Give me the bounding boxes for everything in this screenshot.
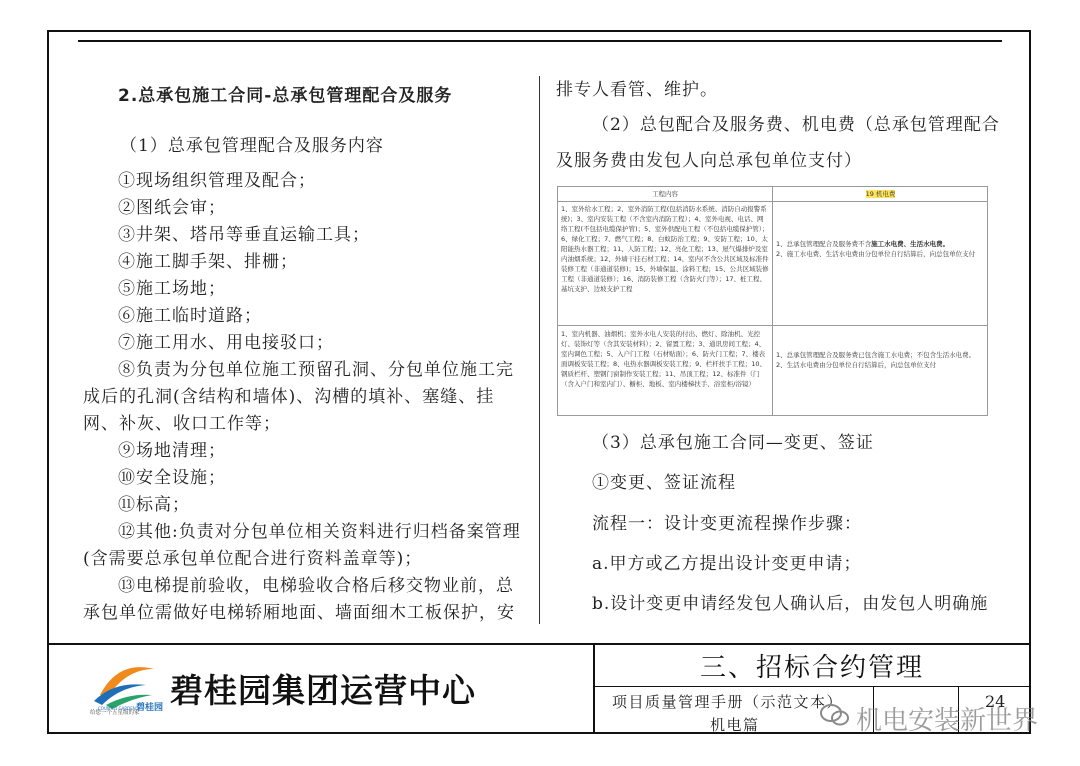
- chapter-title: 三、招标合约管理: [700, 653, 925, 683]
- table-row-divider: [558, 325, 987, 326]
- logo-tagline: 给您一个五星级的家: [90, 710, 140, 716]
- footer-divider: [593, 643, 595, 734]
- section-heading: 2.总承包施工合同-总承包管理配合及服务: [118, 86, 453, 106]
- list-item: ④施工脚手架、排栅；: [118, 252, 298, 272]
- cell-text: 1、总承包管理配合及服务费已包含施工水电费；不包含生活水电费。: [776, 351, 976, 359]
- table-header-fee: [772, 189, 989, 199]
- list-item: ⑤施工场地；: [118, 279, 226, 299]
- continued-text: 排专人看管、维护。: [556, 80, 718, 100]
- table-cell: 1、室内机器、油烟机；室外水电人安装的付出、燃灯、除油机、光控灯、装饰灯等（含其安装材料）；2、留置工程；3、通讯房间工程；4、室内调色工程；5、入户门工程（石材贴面）；6、防火门工程；7、楼表面调板安装工程；8、电热水器调板安装工程；9、栏杆扶手工程；10、钢质栏杆、塑钢门窗制作安装工程；11、吊顶工程；12、标准件（门（含入户门和室内门）、橱柜、地板、室内楼梯扶手、浴室柜/浴镜）: [561, 330, 767, 388]
- step-a: a.甲方或乙方提出设计变更申请；: [592, 554, 862, 574]
- table-cell: [776, 350, 984, 370]
- watermark: 机电安装新世界: [856, 706, 1039, 736]
- fee-table: [557, 186, 988, 416]
- subheading-2: （2）总包配合及服务费、机电费（总承包管理配合: [592, 115, 1000, 135]
- cell-text: 2、生活水电费由分包单位自行结算后，向总包单位支付: [776, 361, 937, 369]
- wechat-icon: [820, 703, 850, 727]
- list-item: ⑫其他:负责对分包单位相关资料进行归档备案管理: [118, 522, 521, 542]
- column-divider: [539, 76, 540, 624]
- table-col-divider: [772, 187, 773, 415]
- table-header-content: 工程内容: [652, 190, 678, 198]
- cell-text: 2、施工水电费、生活水电费由分包单位自行结算后，向总包单位支付: [776, 250, 976, 258]
- flow-1: 流程一：设计变更流程操作步骤：: [592, 514, 862, 534]
- page-number: 24: [985, 692, 1006, 711]
- list-item: ⑩安全设施；: [118, 468, 226, 488]
- fee-header-label: 19 机电费: [865, 190, 896, 198]
- list-item: ⑪标高；: [118, 495, 190, 515]
- subheading-2-cont: 及服务费由发包人向总承包单位支付）: [556, 151, 862, 171]
- subheading-1: （1）总承包管理配合及服务内容: [120, 136, 384, 156]
- footer-rule: [47, 643, 1031, 645]
- list-item: 承包单位需做好电梯轿厢地面、墙面细木工板保护，安: [83, 603, 515, 623]
- list-item: (含需要总承包单位配合进行资料盖章等)；: [83, 549, 423, 569]
- list-item: 网、补灰、收口工作等；: [83, 414, 281, 434]
- header-rule: [78, 40, 1002, 42]
- cell-text-bold: 施工水电费、生活水电费。: [871, 240, 950, 248]
- flow-title: ①变更、签证流程: [592, 473, 736, 493]
- list-item: ①现场组织管理及配合；: [118, 171, 316, 191]
- company-name: 碧桂园集团运营中心: [170, 671, 476, 710]
- list-item: ⑧负责为分包单位施工预留孔洞、分包单位施工完: [118, 360, 514, 380]
- list-item: 成后的孔洞(含结构和墙体)、沟槽的填补、塞缝、挂: [83, 387, 495, 407]
- manual-subtitle: 机电篇: [710, 716, 760, 734]
- list-item: ⑥施工临时道路；: [118, 306, 262, 326]
- subheading-3: （3）总承包施工合同—变更、签证: [592, 433, 874, 453]
- table-cell: [776, 239, 984, 259]
- logo-en-text: COUNTRY GARDEN: [98, 706, 136, 711]
- manual-title: 项目质量管理手册（示范文本）: [612, 693, 844, 711]
- list-item: ②图纸会审；: [118, 198, 226, 218]
- footer-row-rule: [593, 686, 1031, 687]
- list-item: ⑨场地清理；: [118, 441, 226, 461]
- table-cell: 1、室外给水工程；2、室外消防工程(包括消防水系统、消防自动报警系统)；3、室内安装工程（不含室内消防工程）；4、室外电视、电话、网络工程(不包括电缆保护管)；5、室外供配电工程（不包括电缆保护管）；6、绿化工程；7、燃气工程；8、白蚁防治工程；9、安防工程；10、太阳能热水器工程；11、人防工程；12、亮化工程；13、屋气爆排炉及室内油烟系统；12、外墙干挂石材工程；14、室内(不含公共区域及标准件装修工程（非通道装修)；15、外墙保温、涂料工程；15、公共区域装修工程（非通道装修）；16、消防装修工程（含防火门等）；17、桩工程、基坑支护、边坡支护工程: [561, 205, 769, 293]
- list-item: ⑦施工用水、用电接驳口；: [118, 333, 334, 353]
- list-item: ③井架、塔吊等垂直运输工具；: [118, 225, 370, 245]
- list-item: ⑬电梯提前验收，电梯验收合格后移交物业前，总: [118, 576, 514, 596]
- step-b: b.设计变更申请经发包人确认后，由发包人明确施: [592, 594, 989, 614]
- cell-text: 1、总承包管理配合及服务费不含: [776, 240, 872, 248]
- logo-text: 碧桂园: [136, 703, 164, 713]
